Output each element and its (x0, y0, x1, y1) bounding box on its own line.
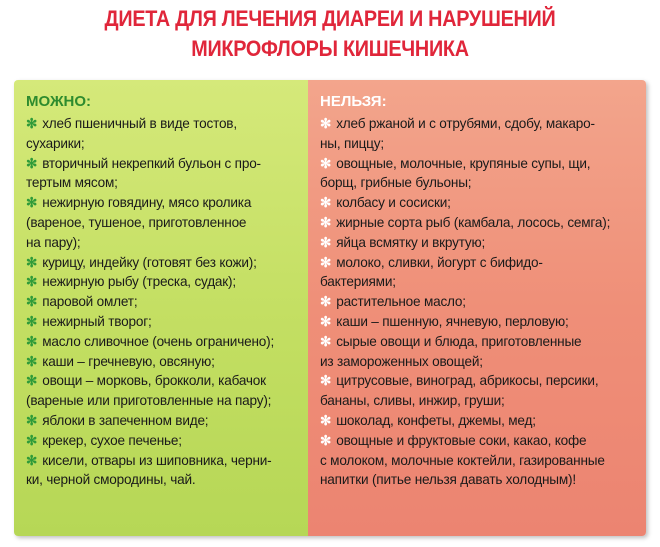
forbidden-item-text: молоко, сливки, йогурт с бифидо- (336, 254, 543, 270)
forbidden-item-line (320, 431, 638, 451)
forbidden-item-line (320, 213, 638, 233)
bullet-star-icon: ✻ (320, 234, 332, 250)
allowed-item-line (26, 292, 300, 312)
bullet-star-icon: ✻ (320, 294, 332, 310)
forbidden-item-text: растительное масло; (336, 294, 466, 310)
allowed-item-line (26, 134, 300, 154)
allowed-item-text: вторичный некрепкий бульон с про- (42, 155, 261, 171)
bullet-star-icon: ✻ (26, 333, 38, 349)
forbidden-item-text: бактериями; (320, 274, 396, 290)
forbidden-item-text: хлеб ржаной и с отрубями, сдобу, макаро- (336, 116, 595, 131)
forbidden-item-text: жирные сорта рыб (камбала, лосось, семга); (336, 214, 611, 230)
bullet-star-icon: ✻ (320, 214, 332, 230)
forbidden-item-text: ны, пиццу; (320, 135, 384, 151)
allowed-item-text: нежирную говядину, мясо кролика (42, 195, 252, 211)
bullet-star-icon: ✻ (320, 313, 332, 329)
bullet-star-icon: ✻ (26, 254, 38, 270)
allowed-item-text: сухарики; (26, 135, 85, 151)
forbidden-item-line (320, 134, 638, 154)
allowed-item-text: ки, черной смородины, чай. (26, 472, 196, 488)
allowed-item-line (26, 312, 300, 332)
bullet-star-icon: ✻ (26, 274, 38, 290)
forbidden-item-line (320, 173, 638, 193)
forbidden-panel (308, 80, 646, 536)
title-line-2: МИКРОФЛОРЫ КИШЕЧНИКА (191, 36, 469, 61)
allowed-item-text: на пару); (26, 234, 81, 250)
allowed-item-line (26, 352, 300, 372)
allowed-item-text: (вареное, тушеное, приготовленное (26, 214, 247, 230)
forbidden-item-text: цитрусовые, виноград, абрикосы, персики, (336, 373, 599, 389)
allowed-item-line (26, 332, 300, 352)
allowed-item-text: овощи – морковь, брокколи, кабачок (42, 373, 266, 389)
allowed-item-line (26, 371, 300, 391)
allowed-item-line (26, 253, 300, 273)
diet-panels (14, 80, 646, 536)
forbidden-item-line (320, 312, 638, 332)
allowed-item-text: каши – гречневую, овсяную; (42, 353, 215, 369)
forbidden-list (320, 114, 638, 490)
allowed-item-text: нежирную рыбу (треска, судак); (42, 274, 236, 290)
bullet-star-icon: ✻ (26, 353, 38, 369)
page-title (14, 4, 646, 76)
allowed-item-line (26, 391, 300, 411)
forbidden-item-text: овощные и фруктовые соки, какао, кофе (336, 432, 587, 448)
bullet-star-icon: ✻ (26, 432, 38, 448)
bullet-star-icon: ✻ (320, 432, 332, 448)
forbidden-item-line (320, 253, 638, 273)
forbidden-item-line (320, 451, 638, 471)
allowed-item-line (26, 114, 300, 134)
allowed-item-line (26, 154, 300, 174)
allowed-item-line (26, 173, 300, 193)
forbidden-item-text: бананы, сливы, инжир, груши; (320, 393, 505, 409)
allowed-item-line (26, 213, 300, 233)
allowed-item-text: масло сливочное (очень ограничено); (42, 333, 275, 349)
bullet-star-icon: ✻ (26, 155, 38, 171)
forbidden-item-text: яйца всмятку и вкрутую; (336, 234, 486, 250)
allowed-item-line (26, 411, 300, 431)
bullet-star-icon: ✻ (26, 373, 38, 389)
allowed-item-text: тертым мясом; (26, 175, 118, 191)
forbidden-item-line (320, 193, 638, 213)
bullet-star-icon: ✻ (26, 195, 38, 211)
allowed-item-line (26, 272, 300, 292)
title-line-1: ДИЕТА ДЛЯ ЛЕЧЕНИЯ ДИАРЕИ И НАРУШЕНИЙ (104, 6, 556, 31)
bullet-star-icon: ✻ (320, 412, 332, 428)
allowed-item-text: нежирный творог; (42, 313, 152, 329)
forbidden-item-line (320, 411, 638, 431)
allowed-item-text: кисели, отвары из шиповника, черни- (42, 452, 272, 468)
bullet-star-icon: ✻ (320, 373, 332, 389)
forbidden-item-line (320, 272, 638, 292)
forbidden-item-line (320, 233, 638, 253)
allowed-item-line (26, 451, 300, 471)
allowed-panel (14, 80, 308, 536)
forbidden-item-line (320, 391, 638, 411)
forbidden-item-text: овощные, молочные, крупяные супы, щи, (336, 155, 591, 171)
forbidden-item-text: борщ, грибные бульоны; (320, 175, 472, 191)
forbidden-item-line (320, 114, 638, 134)
allowed-item-text: паровой омлет; (42, 294, 138, 310)
allowed-heading: МОЖНО: (26, 93, 92, 110)
allowed-item-line (26, 233, 300, 253)
bullet-star-icon: ✻ (320, 195, 332, 211)
bullet-star-icon: ✻ (320, 155, 332, 171)
allowed-item-text: крекер, сухое печенье; (42, 432, 182, 448)
bullet-star-icon: ✻ (26, 313, 38, 329)
allowed-item-line (26, 431, 300, 451)
allowed-item-text: яблоки в запеченном виде; (42, 412, 209, 428)
forbidden-item-line (320, 292, 638, 312)
bullet-star-icon: ✻ (26, 294, 38, 310)
forbidden-item-line (320, 470, 638, 490)
allowed-item-text: курицу, индейку (готовят без кожи); (42, 254, 257, 270)
forbidden-heading: НЕЛЬЗЯ: (320, 93, 387, 110)
forbidden-item-text: с молоком, молочные коктейли, газированные (320, 452, 605, 468)
allowed-item-text: (вареные или приготовленные на пару); (26, 393, 272, 409)
forbidden-item-line (320, 352, 638, 372)
bullet-star-icon: ✻ (320, 116, 332, 131)
allowed-item-text: хлеб пшеничный в виде тостов, (42, 116, 237, 131)
forbidden-item-text: сырые овощи и блюда, приготовленные (336, 333, 582, 349)
forbidden-item-line (320, 154, 638, 174)
bullet-star-icon: ✻ (26, 116, 38, 131)
allowed-item-line (26, 470, 300, 490)
bullet-star-icon: ✻ (320, 333, 332, 349)
forbidden-item-text: напитки (питье нельзя давать холодным)! (320, 472, 576, 488)
forbidden-item-line (320, 332, 638, 352)
allowed-item-line (26, 193, 300, 213)
bullet-star-icon: ✻ (26, 452, 38, 468)
allowed-list (26, 114, 300, 490)
forbidden-item-text: каши – пшенную, ячневую, перловую; (336, 313, 569, 329)
bullet-star-icon: ✻ (320, 254, 332, 270)
forbidden-item-text: колбасу и сосиски; (336, 195, 451, 211)
forbidden-item-text: шоколад, конфеты, джемы, мед; (336, 412, 536, 428)
forbidden-item-text: из замороженных овощей; (320, 353, 483, 369)
bullet-star-icon: ✻ (26, 412, 38, 428)
forbidden-item-line (320, 371, 638, 391)
